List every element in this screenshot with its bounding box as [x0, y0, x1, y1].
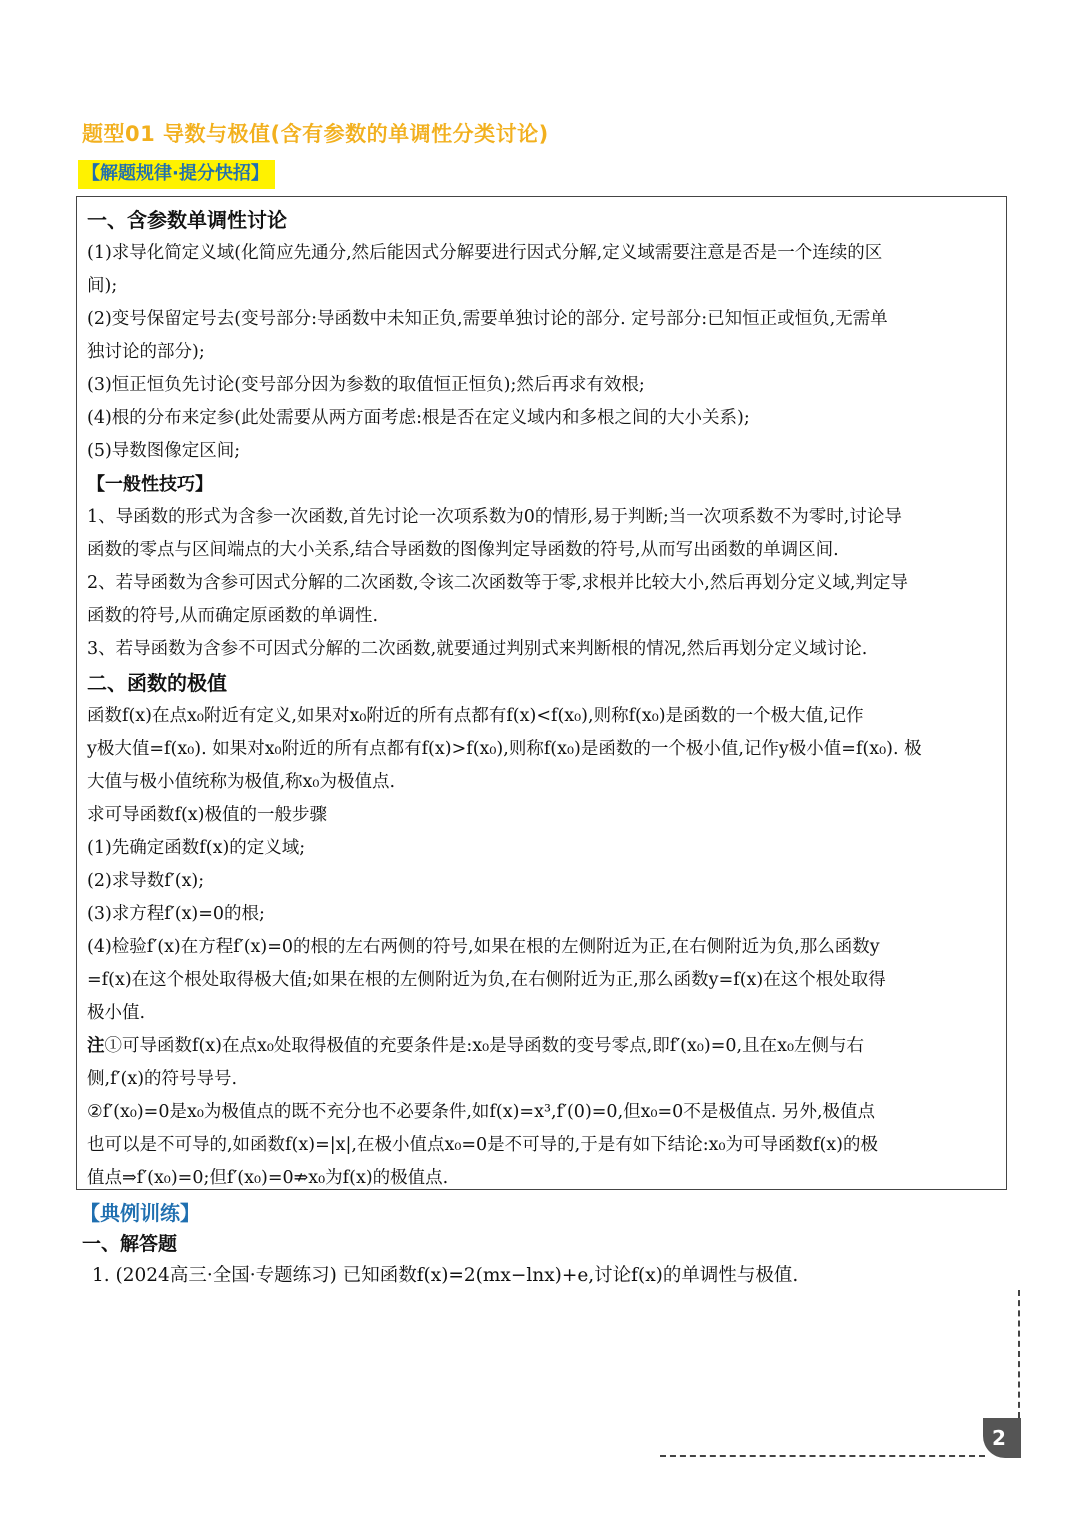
- general-tips-heading: 【一般性技巧】: [87, 474, 213, 495]
- note-line: [87, 1030, 994, 1063]
- text-line: (1)先确定函数f(x)的定义域;: [87, 838, 306, 858]
- text-line: 极小值.: [87, 1003, 146, 1023]
- answer-section-heading: 一、解答题: [82, 1233, 178, 1255]
- text-line: y极大值=f(x₀). 如果对x₀附近的所有点都有f(x)>f(x₀),则称f(x₀)是函数的一个极小值,记作y极小值=f(x₀). 极: [87, 739, 922, 759]
- text-line: (2)变号保留定号去(变号部分:导函数中未知正负,需要单独讨论的部分. 定号部分:已知恒正或恒负,无需单: [87, 309, 888, 329]
- text-line: (2)求导数f′(x);: [87, 871, 205, 891]
- text-line: 值点⇒f′(x₀)=0;但f′(x₀)=0⇏x₀为f(x)的极值点.: [87, 1168, 449, 1188]
- text-line: 间);: [87, 276, 118, 296]
- note-label: 注: [87, 1036, 105, 1056]
- note-text: ①可导函数f(x)在点x₀处取得极值的充要条件是:x₀是导函数的变号零点,即f′(x₀)=0,且在x₀左侧与右: [104, 1036, 864, 1056]
- text-line: (5)导数图像定区间;: [87, 441, 241, 461]
- text-line: ②f′(x₀)=0是x₀为极值点的既不充分也不必要条件,如f(x)=x³,f′(0)=0,但x₀=0不是极值点. 另外,极值点: [87, 1102, 876, 1122]
- section-heading-monotonicity: 一、含参数单调性讨论: [87, 208, 287, 232]
- dashed-border-vertical: [1018, 1290, 1020, 1418]
- text-line: =f(x)在这个根处取得极大值;如果在根的左侧附近为负,在右侧附近为正,那么函数y=f(x)在这个根处取得: [87, 970, 886, 990]
- text-line: 2、若导函数为含参可因式分解的二次函数,令该二次函数等于零,求根并比较大小,然后再划分定义域,判定导: [87, 573, 908, 593]
- text-line: 函数f(x)在点x₀附近有定义,如果对x₀附近的所有点都有f(x)<f(x₀),则称f(x₀)是函数的一个极大值,记作: [87, 706, 864, 726]
- question-1: 1. (2024高三·全国·专题练习) 已知函数f(x)=2(mx−lnx)+e,讨论f(x)的单调性与极值.: [92, 1265, 799, 1286]
- text-line: 1、导函数的形式为含参一次函数,首先讨论一次项系数为0的情形,易于判断;当一次项系数不为零时,讨论导: [87, 507, 902, 527]
- section-heading-extrema: 二、函数的极值: [87, 671, 227, 695]
- text-line: 函数的符号,从而确定原函数的单调性.: [87, 606, 379, 626]
- text-line: 独讨论的部分);: [87, 342, 205, 362]
- tips-tag: 【解题规律·提分快招】: [78, 160, 275, 189]
- text-line: 函数的零点与区间端点的大小关系,结合导函数的图像判定导函数的符号,从而写出函数的单调区间.: [87, 540, 839, 560]
- text-line: 大值与极小值统称为极值,称x₀为极值点.: [87, 772, 396, 792]
- text-line: (1)求导化简定义域(化简应先通分,然后能因式分解要进行因式分解,定义域需要注意是否是一个连续的区: [87, 243, 883, 263]
- dashed-border-horizontal: [660, 1455, 985, 1457]
- page-title: 题型01 导数与极值(含有参数的单调性分类讨论): [82, 122, 549, 146]
- text-line: (3)求方程f′(x)=0的根;: [87, 904, 265, 924]
- text-line: (4)检验f′(x)在方程f′(x)=0的根的左右两侧的符号,如果在根的左侧附近为正,在右侧附近为负,那么函数y: [87, 937, 880, 957]
- text-line: 侧,f′(x)的符号导号.: [87, 1069, 238, 1089]
- text-line: (3)恒正恒负先讨论(变号部分因为参数的取值恒正恒负);然后再求有效根;: [87, 375, 645, 395]
- text-line: (4)根的分布来定参(此处需要从两方面考虑:根是否在定义域内和多根之间的大小关系);: [87, 408, 750, 428]
- page-number: 2: [992, 1426, 1006, 1450]
- examples-heading: 【典例训练】: [80, 1201, 200, 1225]
- summary-box: [76, 196, 1007, 1190]
- text-line: 也可以是不可导的,如函数f(x)=|x|,在极小值点x₀=0是不可导的,于是有如下结论:x₀为可导函数f(x)的极: [87, 1135, 878, 1155]
- text-line: 3、若导函数为含参不可因式分解的二次函数,就要通过判别式来判断根的情况,然后再划分定义域讨论.: [87, 639, 868, 659]
- text-line: 求可导函数f(x)极值的一般步骤: [87, 805, 328, 825]
